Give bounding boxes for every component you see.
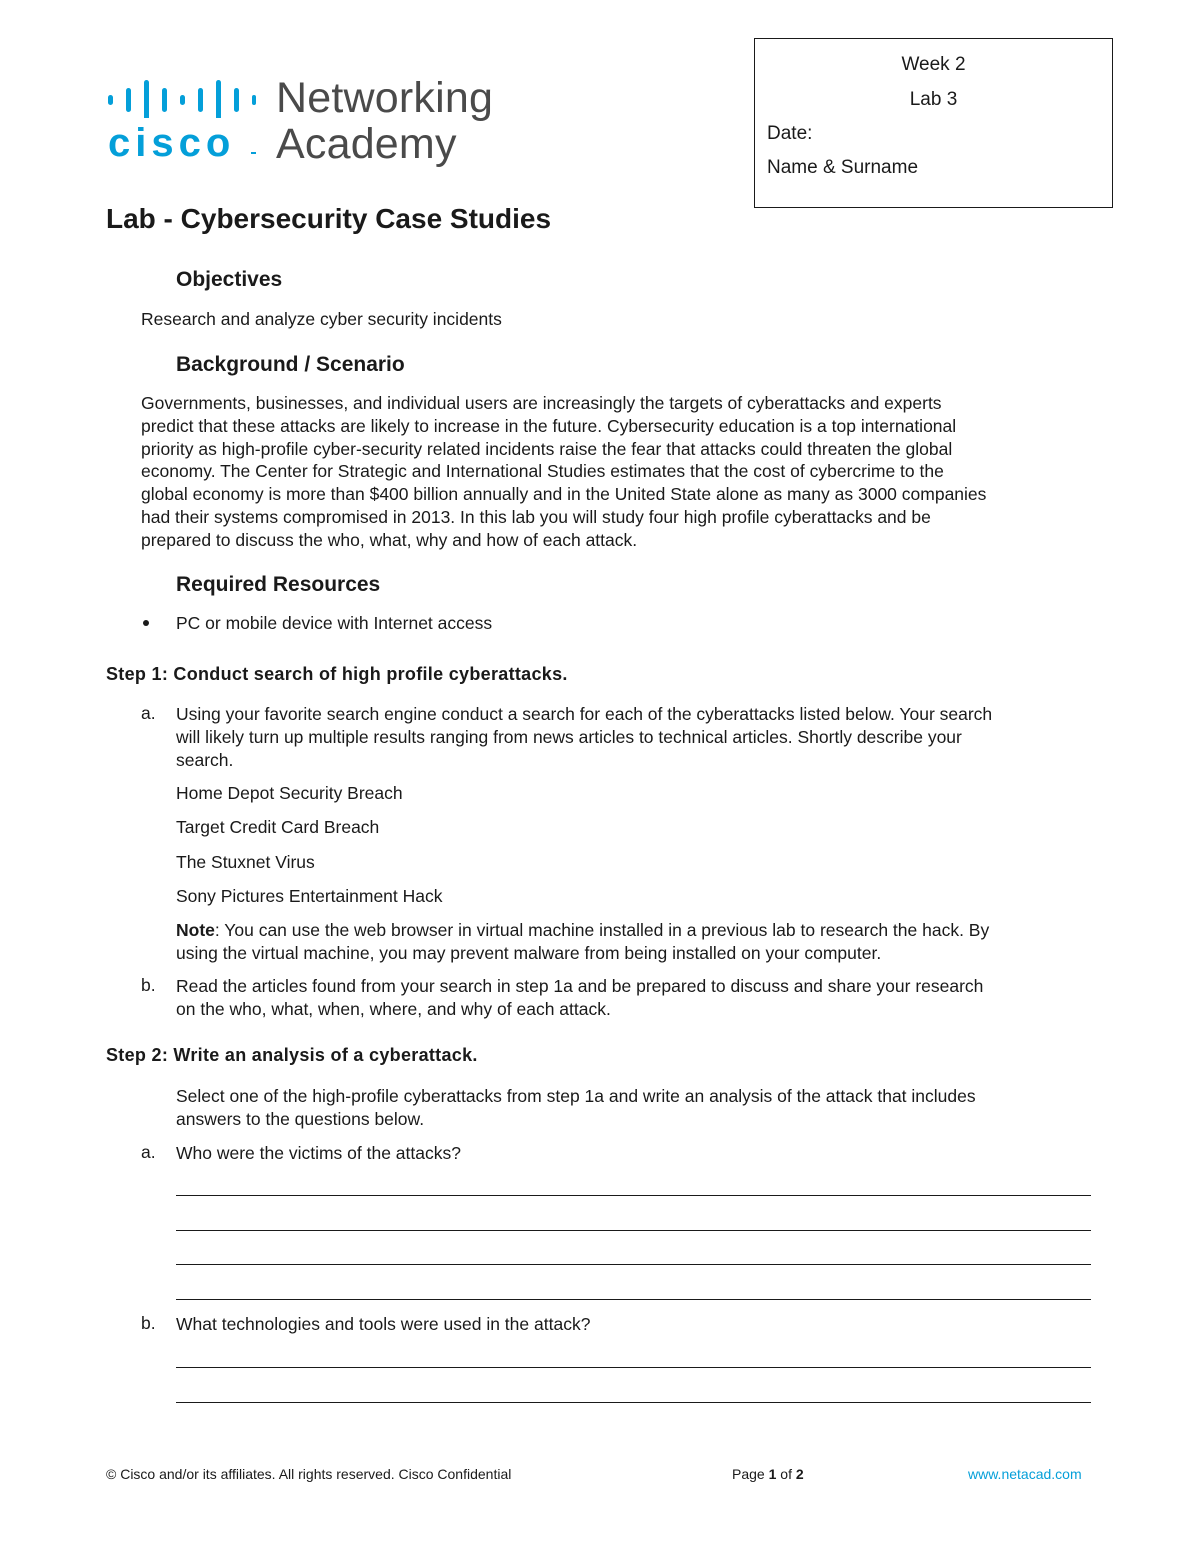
step1-b-marker: b. <box>141 975 156 995</box>
step2-a-marker: a. <box>141 1142 156 1162</box>
background-line: priority as high-profile cyber-security related incidents raise the fear that attacks could threaten the global <box>141 438 953 459</box>
answer-line[interactable] <box>176 1264 1091 1265</box>
step2-intro-line: answers to the questions below. <box>176 1108 425 1129</box>
step1-a-line: Using your favorite search engine conduct a search for each of the cyberattacks listed below. Your search <box>176 704 993 724</box>
page-title: Lab - Cybersecurity Case Studies <box>106 203 552 234</box>
attack-item: The Stuxnet Virus <box>176 852 315 872</box>
background-line: had their systems compromised in 2013. In this lab you will study four high profile cyberattacks and be <box>141 506 931 527</box>
step1-b-text <box>176 975 1101 1021</box>
cisco-bars-icon <box>106 78 256 118</box>
step2-b-question: What technologies and tools were used in the attack? <box>176 1314 591 1334</box>
background-line: predict that these attacks are likely to increase in the future. Cybersecurity education is a top international <box>141 415 957 436</box>
note-line <box>176 919 1101 942</box>
footer-link[interactable]: www.netacad.com <box>968 1466 1082 1482</box>
step1-a-line: search. <box>176 749 234 770</box>
step1-b-line: Read the articles found from your search in step 1a and be prepared to discuss and share your research <box>176 976 984 996</box>
step2-b-marker: b. <box>141 1313 156 1333</box>
answer-line[interactable] <box>176 1367 1091 1368</box>
step2-intro-line: Select one of the high-profile cyberattacks from step 1a and write an analysis of the attack that includes <box>176 1086 976 1106</box>
cisco-wordmark: cisco <box>108 121 236 165</box>
background-line: Governments, businesses, and individual users are increasingly the targets of cyberattacks and experts <box>141 393 942 413</box>
background-line: economy. The Center for Strategic and International Studies estimates that the cost of cybercrime to the <box>141 461 944 482</box>
cisco-logo <box>106 78 256 118</box>
step1-a-marker: a. <box>141 703 156 723</box>
attack-item: Target Credit Card Breach <box>176 817 380 837</box>
resource-item: PC or mobile device with Internet access <box>176 613 493 633</box>
answer-line[interactable] <box>176 1402 1091 1403</box>
step1-heading: Step 1: Conduct search of high profile cyberattacks. <box>106 664 568 684</box>
page-mid: of <box>776 1466 796 1482</box>
background-heading: Background / Scenario <box>176 353 405 376</box>
background-paragraph <box>141 392 1101 552</box>
info-week: Week 2 <box>901 54 966 75</box>
objectives-heading: Objectives <box>176 268 283 291</box>
info-name: Name & Surname <box>767 157 919 178</box>
answer-line[interactable] <box>176 1195 1091 1196</box>
page-total: 2 <box>795 1466 804 1482</box>
footer-page-number <box>732 1466 804 1482</box>
step1-note <box>176 919 1101 965</box>
step2-heading: Step 2: Write an analysis of a cyberattack. <box>106 1045 478 1065</box>
answer-line[interactable] <box>176 1230 1091 1231</box>
note-text: : You can use the web browser in virtual machine installed in a previous lab to research the hack. By <box>214 920 990 940</box>
step1-a-text <box>176 703 1101 771</box>
step2-intro <box>176 1085 1101 1131</box>
step1-a-line: will likely turn up multiple results ranging from news articles to technical articles. Shortly describe your <box>176 726 962 747</box>
step1-b-line: on the who, what, when, where, and why of each attack. <box>176 998 611 1019</box>
background-line: global economy is more than $400 billion annually and in the United State alone as many as 3000 companies <box>141 484 987 505</box>
info-date: Date: <box>767 123 813 144</box>
info-lab: Lab 3 <box>909 89 958 110</box>
step2-a-question: Who were the victims of the attacks? <box>176 1143 461 1163</box>
note-line: using the virtual machine, you may prevent malware from being installed on your computer. <box>176 942 882 963</box>
page-current: 1 <box>768 1466 777 1482</box>
attack-item: Sony Pictures Entertainment Hack <box>176 886 443 906</box>
logo-academy: Academy <box>276 120 457 168</box>
objectives-text: Research and analyze cyber security incidents <box>141 309 502 329</box>
footer-copyright: © Cisco and/or its affiliates. All rights reserved. Cisco Confidential <box>106 1466 512 1482</box>
background-line: prepared to discuss the who, what, why and how of each attack. <box>141 529 638 550</box>
logo-networking: Networking <box>276 74 494 122</box>
bullet-icon <box>143 620 149 626</box>
cisco-wordmark-dot <box>251 152 256 154</box>
answer-line[interactable] <box>176 1299 1091 1300</box>
attack-item: Home Depot Security Breach <box>176 783 403 803</box>
resources-heading: Required Resources <box>176 573 381 596</box>
page-prefix: Page <box>732 1466 769 1482</box>
note-label: Note <box>176 920 215 940</box>
